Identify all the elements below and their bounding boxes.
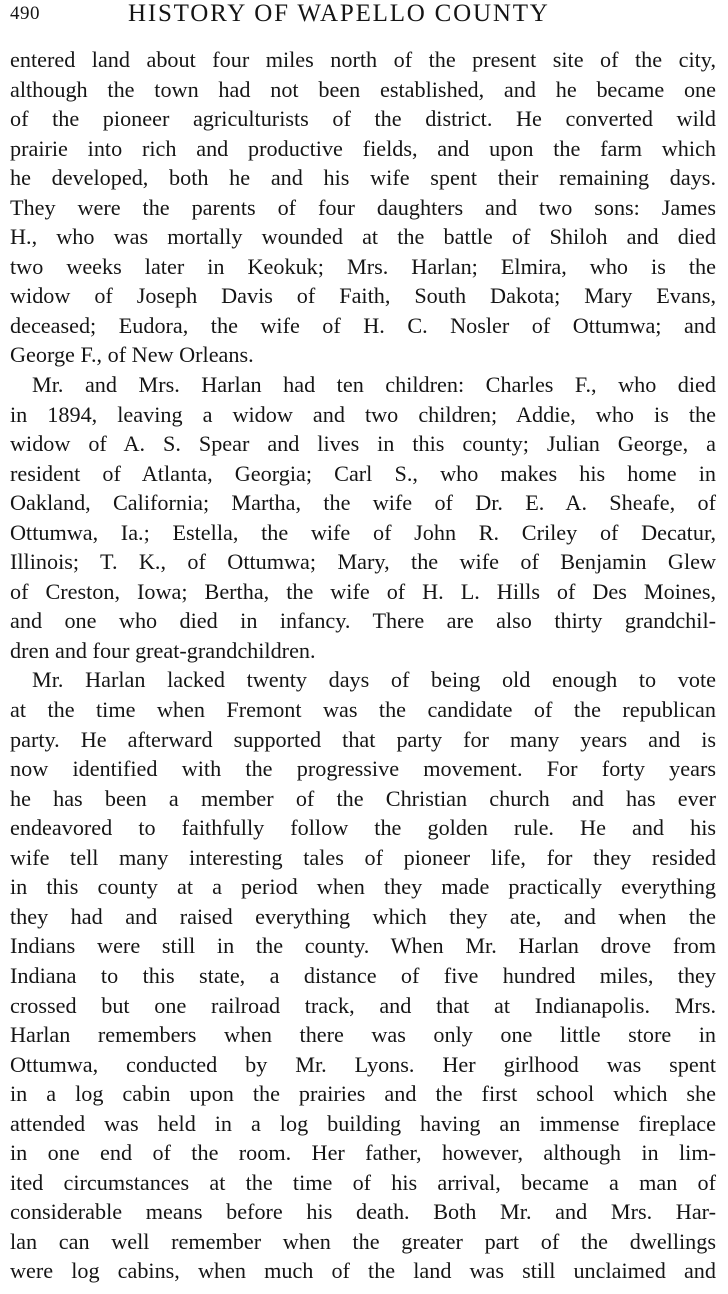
text-line: considerable means before his death. Both Mr. and Mrs. Har-: [10, 1199, 716, 1225]
page-number: 490: [10, 3, 40, 24]
text-line: Mr. and Mrs. Harlan had ten children: Charles F., who died: [32, 372, 716, 398]
body-text: [10, 45, 716, 1286]
text-line: attended was held in a log building having an immense fireplace: [10, 1110, 716, 1136]
paragraph: [10, 370, 716, 665]
text-line: they had and raised everything which they ate, and when the: [10, 903, 716, 929]
paragraph: [10, 45, 716, 370]
text-line: H., who was mortally wounded at the battle of Shiloh and died: [10, 224, 716, 250]
text-line: Mr. Harlan lacked twenty days of being old enough to vote: [32, 667, 716, 693]
text-line: in one end of the room. Her father, however, although in lim-: [10, 1140, 716, 1166]
text-line: of the pioneer agriculturists of the district. He converted wild: [10, 106, 716, 132]
text-line: although the town had not been established, and he became one: [10, 76, 716, 102]
text-line: resident of Atlanta, Georgia; Carl S., who makes his home in: [10, 460, 716, 486]
paragraph: [10, 665, 716, 1285]
text-line: Indiana to this state, a distance of five hundred miles, they: [10, 962, 716, 988]
text-line: widow of A. S. Spear and lives in this county; Julian George, a: [10, 431, 716, 457]
text-line: at the time when Fremont was the candidate of the republican: [10, 697, 716, 723]
text-line: in 1894, leaving a widow and two children; Addie, who is the: [10, 401, 716, 427]
text-line: he has been a member of the Christian church and has ever: [10, 785, 716, 811]
text-line: ited circumstances at the time of his arrival, became a man of: [10, 1169, 716, 1195]
text-line: Ottumwa, conducted by Mr. Lyons. Her girlhood was spent: [10, 1051, 716, 1077]
text-line: prairie into rich and productive fields, and upon the farm which: [10, 135, 716, 161]
text-line: party. He afterward supported that party for many years and is: [10, 726, 716, 752]
text-line: widow of Joseph Davis of Faith, South Dakota; Mary Evans,: [10, 283, 716, 309]
text-line: crossed but one railroad track, and that at Indianapolis. Mrs.: [10, 992, 716, 1018]
text-line: two weeks later in Keokuk; Mrs. Harlan; Elmira, who is the: [10, 253, 716, 279]
text-line: endeavored to faithfully follow the golden rule. He and his: [10, 815, 716, 841]
text-line: George F., of New Orleans.: [10, 342, 254, 368]
text-line: dren and four great-grandchildren.: [10, 637, 316, 663]
text-line: Ottumwa, Ia.; Estella, the wife of John R. Criley of Decatur,: [10, 519, 716, 545]
page-header: [10, 0, 718, 32]
text-line: he developed, both he and his wife spent their remaining days.: [10, 165, 716, 191]
running-head: HISTORY OF WAPELLO COUNTY: [128, 0, 550, 27]
text-line: Oakland, California; Martha, the wife of Dr. E. A. Sheafe, of: [10, 490, 716, 516]
text-line: entered land about four miles north of the present site of the city,: [10, 47, 716, 72]
text-line: They were the parents of four daughters and two sons: James: [10, 194, 716, 220]
text-line: and one who died in infancy. There are also thirty grandchil-: [10, 608, 716, 634]
text-line: of Creston, Iowa; Bertha, the wife of H. L. Hills of Des Moines,: [10, 578, 716, 604]
text-line: now identified with the progressive movement. For forty years: [10, 756, 716, 782]
text-line: wife tell many interesting tales of pioneer life, for they resided: [10, 844, 716, 870]
text-line: Indians were still in the county. When Mr. Harlan drove from: [10, 933, 716, 959]
text-line: in this county at a period when they made practically everything: [10, 874, 716, 900]
text-line: deceased; Eudora, the wife of H. C. Nosler of Ottumwa; and: [10, 312, 716, 338]
text-line: lan can well remember when the greater part of the dwellings: [10, 1228, 716, 1254]
text-line: in a log cabin upon the prairies and the first school which she: [10, 1081, 716, 1107]
text-line: Harlan remembers when there was only one little store in: [10, 1022, 716, 1048]
text-line: Illinois; T. K., of Ottumwa; Mary, the wife of Benjamin Glew: [10, 549, 716, 575]
text-line: were log cabins, when much of the land was still unclaimed and: [10, 1258, 716, 1284]
